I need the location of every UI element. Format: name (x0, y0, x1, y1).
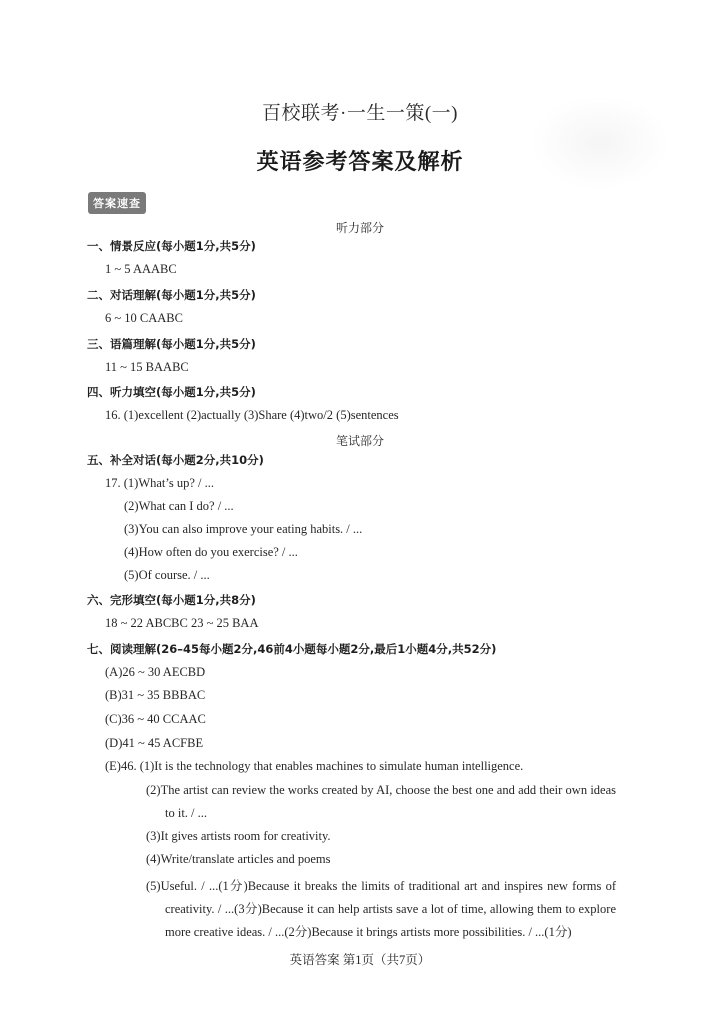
section-5-item: 17. (1)What’s up? / ... (105, 476, 215, 490)
section-6-answer: 18 ~ 22 ABCBC 23 ~ 25 BAA (105, 616, 259, 630)
section-7-group: (B)31 ~ 35 BBBAC (105, 688, 206, 702)
section-6-heading: 六、完形填空(每小题1分,共8分) (87, 593, 256, 607)
listening-part-heading: 听力部分 (335, 221, 384, 235)
section-5-item: (2)What can I do? / ... (124, 499, 234, 513)
passage-e-question-2: (2)The artist can review the works created by AI, choose the best one and add their own ideas (146, 783, 616, 797)
quick-answer-badge: 答案速查 (88, 192, 146, 214)
section-5-item: (3)You can also improve your eating habits. / ... (124, 522, 363, 536)
passage-e-question-4: (4)Write/translate articles and poems (146, 852, 331, 866)
section-7-group: (D)41 ~ 45 ACFBE (105, 736, 204, 750)
passage-e-question-5-cont: more creative ideas. / ...(2分)Because it brings artists more possibilities. / ...(1分) (165, 925, 572, 939)
passage-e-question-5: (5)Useful. / ...(1分)Because it breaks the limits of traditional art and inspires new forms of (146, 879, 616, 893)
section-7-heading: 七、阅读理解(26–45每小题2分,46前4小题每小题2分,最后1小题4分,共52分) (87, 642, 497, 656)
section-5-item: (4)How often do you exercise? / ... (124, 545, 298, 559)
passage-e-question-1: (E)46. (1)It is the technology that enables machines to simulate human intelligence. (105, 759, 524, 773)
section-4-heading: 四、听力填空(每小题1分,共5分) (87, 385, 256, 399)
section-2-heading: 二、对话理解(每小题1分,共5分) (87, 288, 256, 302)
section-5-heading: 五、补全对话(每小题2分,共10分) (87, 453, 264, 467)
section-1-answer: 1 ~ 5 AAABC (105, 262, 177, 276)
section-2-answer: 6 ~ 10 CAABC (105, 311, 183, 325)
page-title: 英语参考答案及解析 (256, 150, 464, 175)
passage-e-question-3: (3)It gives artists room for creativity. (146, 829, 331, 843)
section-1-heading: 一、情景反应(每小题1分,共5分) (87, 239, 256, 253)
section-5-item: (5)Of course. / ... (124, 568, 210, 582)
section-7-group: (C)36 ~ 40 CCAAC (105, 712, 206, 726)
section-3-heading: 三、语篇理解(每小题1分,共5分) (87, 337, 256, 351)
section-7-group: (A)26 ~ 30 AECBD (105, 665, 206, 679)
exam-series-subtitle: 百校联考·一生一策(一) (262, 103, 458, 124)
passage-e-question-5-cont: creativity. / ...(3分)Because it can help artists save a lot of time, allowing them to explore (165, 902, 616, 916)
writing-part-heading: 笔试部分 (335, 434, 384, 448)
section-4-answer: 16. (1)excellent (2)actually (3)Share (4)two/2 (5)sentences (105, 408, 399, 422)
page-footer: 英语答案 第1页（共7页） (289, 953, 431, 967)
passage-e-question-2-cont: to it. / ... (165, 806, 208, 820)
section-3-answer: 11 ~ 15 BAABC (105, 360, 189, 374)
